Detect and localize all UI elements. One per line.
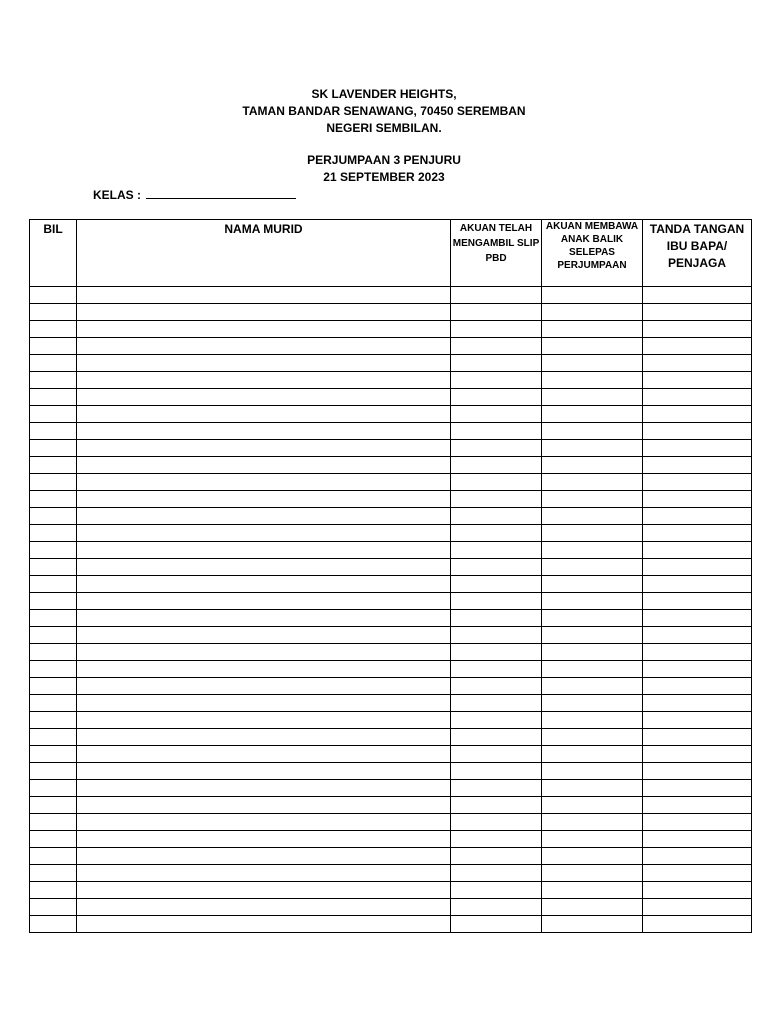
cell-tanda[interactable] — [643, 321, 752, 338]
table-row — [30, 763, 752, 780]
cell-slip[interactable] — [451, 678, 542, 695]
table-row — [30, 525, 752, 542]
cell-tanda[interactable] — [643, 797, 752, 814]
cell-slip[interactable] — [451, 899, 542, 916]
cell-bawa[interactable] — [542, 304, 643, 321]
table-row — [30, 355, 752, 372]
table-row — [30, 593, 752, 610]
cell-bawa[interactable] — [542, 610, 643, 627]
cell-nama[interactable] — [77, 287, 451, 304]
cell-nama[interactable] — [77, 304, 451, 321]
cell-bil[interactable] — [30, 780, 77, 797]
cell-nama[interactable] — [77, 610, 451, 627]
cell-bil[interactable] — [30, 389, 77, 406]
table-row — [30, 899, 752, 916]
cell-tanda[interactable] — [643, 865, 752, 882]
table-row — [30, 338, 752, 355]
cell-slip[interactable] — [451, 729, 542, 746]
column-header-akuan-membawa: AKUAN MEMBAWA ANAK BALIK SELEPAS PERJUMPAAN — [542, 220, 643, 287]
table-row — [30, 831, 752, 848]
table-row — [30, 491, 752, 508]
cell-bawa[interactable] — [542, 678, 643, 695]
cell-bawa[interactable] — [542, 899, 643, 916]
table-row — [30, 712, 752, 729]
cell-bawa[interactable] — [542, 644, 643, 661]
table-row — [30, 729, 752, 746]
table-row — [30, 814, 752, 831]
cell-bawa[interactable] — [542, 763, 643, 780]
cell-tanda[interactable] — [643, 678, 752, 695]
cell-bawa[interactable] — [542, 831, 643, 848]
cell-slip[interactable] — [451, 610, 542, 627]
cell-nama[interactable] — [77, 389, 451, 406]
cell-bawa[interactable] — [542, 627, 643, 644]
cell-tanda[interactable] — [643, 576, 752, 593]
cell-nama[interactable] — [77, 559, 451, 576]
cell-tanda[interactable] — [643, 593, 752, 610]
cell-tanda[interactable] — [643, 831, 752, 848]
cell-bawa[interactable] — [542, 406, 643, 423]
cell-bawa[interactable] — [542, 797, 643, 814]
cell-bawa[interactable] — [542, 457, 643, 474]
table-row — [30, 797, 752, 814]
cell-slip[interactable] — [451, 780, 542, 797]
cell-slip[interactable] — [451, 712, 542, 729]
table-row — [30, 746, 752, 763]
table-row — [30, 576, 752, 593]
cell-nama[interactable] — [77, 780, 451, 797]
cell-bil[interactable] — [30, 661, 77, 678]
cell-tanda[interactable] — [643, 661, 752, 678]
cell-tanda[interactable] — [643, 542, 752, 559]
cell-nama[interactable] — [77, 525, 451, 542]
table-row — [30, 627, 752, 644]
table-row — [30, 508, 752, 525]
cell-bawa[interactable] — [542, 542, 643, 559]
cell-slip[interactable] — [451, 576, 542, 593]
cell-bawa[interactable] — [542, 440, 643, 457]
cell-nama[interactable] — [77, 712, 451, 729]
cell-bawa[interactable] — [542, 712, 643, 729]
table-row — [30, 780, 752, 797]
cell-bil[interactable] — [30, 814, 77, 831]
cell-bil[interactable] — [30, 899, 77, 916]
cell-bil[interactable] — [30, 457, 77, 474]
table-row — [30, 542, 752, 559]
cell-bil[interactable] — [30, 848, 77, 865]
cell-nama[interactable] — [77, 423, 451, 440]
cell-slip[interactable] — [451, 406, 542, 423]
table-row — [30, 389, 752, 406]
cell-bawa[interactable] — [542, 372, 643, 389]
table-row — [30, 882, 752, 899]
cell-bil[interactable] — [30, 355, 77, 372]
cell-bil[interactable] — [30, 729, 77, 746]
cell-nama[interactable] — [77, 372, 451, 389]
cell-bil[interactable] — [30, 576, 77, 593]
cell-slip[interactable] — [451, 644, 542, 661]
cell-tanda[interactable] — [643, 406, 752, 423]
cell-bil[interactable] — [30, 542, 77, 559]
cell-bil[interactable] — [30, 763, 77, 780]
column-header-nama-murid: NAMA MURID — [77, 220, 451, 287]
cell-tanda[interactable] — [643, 610, 752, 627]
cell-tanda[interactable] — [643, 899, 752, 916]
cell-bil[interactable] — [30, 508, 77, 525]
cell-slip[interactable] — [451, 321, 542, 338]
cell-bawa[interactable] — [542, 559, 643, 576]
cell-bil[interactable] — [30, 831, 77, 848]
cell-tanda[interactable] — [643, 746, 752, 763]
cell-bil[interactable] — [30, 695, 77, 712]
cell-slip[interactable] — [451, 695, 542, 712]
cell-tanda[interactable] — [643, 695, 752, 712]
school-name: SK LAVENDER HEIGHTS, — [311, 87, 457, 101]
cell-bawa[interactable] — [542, 916, 643, 933]
cell-nama[interactable] — [77, 491, 451, 508]
cell-bil[interactable] — [30, 525, 77, 542]
cell-tanda[interactable] — [643, 457, 752, 474]
cell-bil[interactable] — [30, 865, 77, 882]
cell-slip[interactable] — [451, 525, 542, 542]
cell-bawa[interactable] — [542, 491, 643, 508]
cell-bawa[interactable] — [542, 729, 643, 746]
cell-nama[interactable] — [77, 814, 451, 831]
cell-tanda[interactable] — [643, 491, 752, 508]
cell-slip[interactable] — [451, 627, 542, 644]
cell-tanda[interactable] — [643, 304, 752, 321]
cell-slip[interactable] — [451, 797, 542, 814]
cell-bil[interactable] — [30, 644, 77, 661]
table-row — [30, 440, 752, 457]
cell-tanda[interactable] — [643, 559, 752, 576]
column-header-bil: BIL — [30, 220, 77, 287]
cell-slip[interactable] — [451, 746, 542, 763]
cell-slip[interactable] — [451, 865, 542, 882]
cell-bil[interactable] — [30, 338, 77, 355]
table-row — [30, 287, 752, 304]
cell-bawa[interactable] — [542, 338, 643, 355]
cell-nama[interactable] — [77, 593, 451, 610]
cell-bawa[interactable] — [542, 814, 643, 831]
cell-slip[interactable] — [451, 372, 542, 389]
cell-nama[interactable] — [77, 474, 451, 491]
cell-bil[interactable] — [30, 474, 77, 491]
cell-bil[interactable] — [30, 406, 77, 423]
cell-bawa[interactable] — [542, 474, 643, 491]
cell-bawa[interactable] — [542, 780, 643, 797]
cell-bawa[interactable] — [542, 695, 643, 712]
cell-slip[interactable] — [451, 440, 542, 457]
cell-slip[interactable] — [451, 763, 542, 780]
cell-nama[interactable] — [77, 695, 451, 712]
meeting-title: PERJUMPAAN 3 PENJURU — [307, 153, 461, 167]
cell-tanda[interactable] — [643, 644, 752, 661]
cell-nama[interactable] — [77, 746, 451, 763]
cell-bil[interactable] — [30, 321, 77, 338]
cell-tanda[interactable] — [643, 525, 752, 542]
table-row — [30, 865, 752, 882]
cell-bawa[interactable] — [542, 576, 643, 593]
cell-slip[interactable] — [451, 508, 542, 525]
cell-slip[interactable] — [451, 491, 542, 508]
table-row — [30, 559, 752, 576]
table-row — [30, 916, 752, 933]
cell-nama[interactable] — [77, 729, 451, 746]
cell-nama[interactable] — [77, 355, 451, 372]
cell-nama[interactable] — [77, 899, 451, 916]
table-row — [30, 321, 752, 338]
cell-slip[interactable] — [451, 559, 542, 576]
cell-tanda[interactable] — [643, 338, 752, 355]
cell-nama[interactable] — [77, 831, 451, 848]
cell-tanda[interactable] — [643, 372, 752, 389]
cell-tanda[interactable] — [643, 916, 752, 933]
cell-tanda[interactable] — [643, 712, 752, 729]
cell-nama[interactable] — [77, 848, 451, 865]
cell-slip[interactable] — [451, 389, 542, 406]
cell-slip[interactable] — [451, 814, 542, 831]
table-row — [30, 423, 752, 440]
cell-bawa[interactable] — [542, 321, 643, 338]
cell-nama[interactable] — [77, 406, 451, 423]
cell-bawa[interactable] — [542, 423, 643, 440]
cell-nama[interactable] — [77, 440, 451, 457]
cell-bil[interactable] — [30, 916, 77, 933]
cell-slip[interactable] — [451, 831, 542, 848]
cell-slip[interactable] — [451, 916, 542, 933]
meeting-date: 21 SEPTEMBER 2023 — [323, 170, 445, 184]
cell-bil[interactable] — [30, 372, 77, 389]
table-row — [30, 678, 752, 695]
cell-bil[interactable] — [30, 882, 77, 899]
cell-slip[interactable] — [451, 338, 542, 355]
table-row — [30, 372, 752, 389]
cell-tanda[interactable] — [643, 287, 752, 304]
cell-nama[interactable] — [77, 321, 451, 338]
cell-tanda[interactable] — [643, 440, 752, 457]
cell-tanda[interactable] — [643, 355, 752, 372]
column-header-tanda-tangan: TANDA TANGAN IBU BAPA/ PENJAGA — [643, 220, 752, 287]
cell-nama[interactable] — [77, 644, 451, 661]
cell-slip[interactable] — [451, 457, 542, 474]
cell-slip[interactable] — [451, 474, 542, 491]
cell-bil[interactable] — [30, 627, 77, 644]
table-row — [30, 848, 752, 865]
cell-nama[interactable] — [77, 576, 451, 593]
cell-bil[interactable] — [30, 712, 77, 729]
cell-tanda[interactable] — [643, 814, 752, 831]
table-row — [30, 661, 752, 678]
table-row — [30, 474, 752, 491]
cell-slip[interactable] — [451, 593, 542, 610]
cell-bawa[interactable] — [542, 389, 643, 406]
cell-nama[interactable] — [77, 457, 451, 474]
cell-nama[interactable] — [77, 508, 451, 525]
table-row — [30, 406, 752, 423]
cell-bawa[interactable] — [542, 661, 643, 678]
cell-slip[interactable] — [451, 542, 542, 559]
cell-bil[interactable] — [30, 440, 77, 457]
cell-slip[interactable] — [451, 848, 542, 865]
cell-slip[interactable] — [451, 882, 542, 899]
cell-bil[interactable] — [30, 287, 77, 304]
column-header-akuan-slip: AKUAN TELAH MENGAMBIL SLIP PBD — [451, 220, 542, 287]
table-row — [30, 644, 752, 661]
table-row — [30, 610, 752, 627]
cell-tanda[interactable] — [643, 780, 752, 797]
table-body — [30, 287, 752, 933]
document-header — [0, 86, 768, 186]
cell-nama[interactable] — [77, 916, 451, 933]
kelas-field — [93, 186, 296, 202]
cell-nama[interactable] — [77, 661, 451, 678]
cell-tanda[interactable] — [643, 389, 752, 406]
cell-tanda[interactable] — [643, 508, 752, 525]
cell-nama[interactable] — [77, 542, 451, 559]
table-row — [30, 457, 752, 474]
cell-slip[interactable] — [451, 287, 542, 304]
cell-bil[interactable] — [30, 304, 77, 321]
cell-bawa[interactable] — [542, 593, 643, 610]
cell-nama[interactable] — [77, 797, 451, 814]
cell-bawa[interactable] — [542, 746, 643, 763]
cell-bawa[interactable] — [542, 355, 643, 372]
cell-slip[interactable] — [451, 355, 542, 372]
cell-tanda[interactable] — [643, 848, 752, 865]
attendance-table — [29, 219, 752, 933]
school-address: TAMAN BANDAR SENAWANG, 70450 SEREMBAN — [242, 104, 526, 118]
table-row — [30, 695, 752, 712]
cell-bil[interactable] — [30, 610, 77, 627]
cell-bil[interactable] — [30, 797, 77, 814]
cell-bawa[interactable] — [542, 865, 643, 882]
cell-tanda[interactable] — [643, 423, 752, 440]
cell-tanda[interactable] — [643, 474, 752, 491]
cell-slip[interactable] — [451, 304, 542, 321]
cell-bil[interactable] — [30, 678, 77, 695]
cell-bil[interactable] — [30, 593, 77, 610]
cell-tanda[interactable] — [643, 729, 752, 746]
cell-tanda[interactable] — [643, 763, 752, 780]
cell-bil[interactable] — [30, 491, 77, 508]
cell-nama[interactable] — [77, 865, 451, 882]
cell-bawa[interactable] — [542, 287, 643, 304]
table-row — [30, 304, 752, 321]
cell-bawa[interactable] — [542, 882, 643, 899]
kelas-blank-line[interactable] — [146, 186, 296, 199]
cell-slip[interactable] — [451, 661, 542, 678]
cell-bawa[interactable] — [542, 848, 643, 865]
cell-bil[interactable] — [30, 746, 77, 763]
table-header-row — [30, 220, 752, 287]
cell-slip[interactable] — [451, 423, 542, 440]
cell-nama[interactable] — [77, 763, 451, 780]
cell-nama[interactable] — [77, 627, 451, 644]
cell-nama[interactable] — [77, 678, 451, 695]
school-state: NEGERI SEMBILAN. — [326, 121, 442, 135]
cell-tanda[interactable] — [643, 627, 752, 644]
cell-tanda[interactable] — [643, 882, 752, 899]
cell-bil[interactable] — [30, 423, 77, 440]
kelas-label: KELAS : — [93, 188, 141, 202]
cell-bil[interactable] — [30, 559, 77, 576]
cell-nama[interactable] — [77, 338, 451, 355]
cell-bawa[interactable] — [542, 508, 643, 525]
cell-bawa[interactable] — [542, 525, 643, 542]
cell-nama[interactable] — [77, 882, 451, 899]
